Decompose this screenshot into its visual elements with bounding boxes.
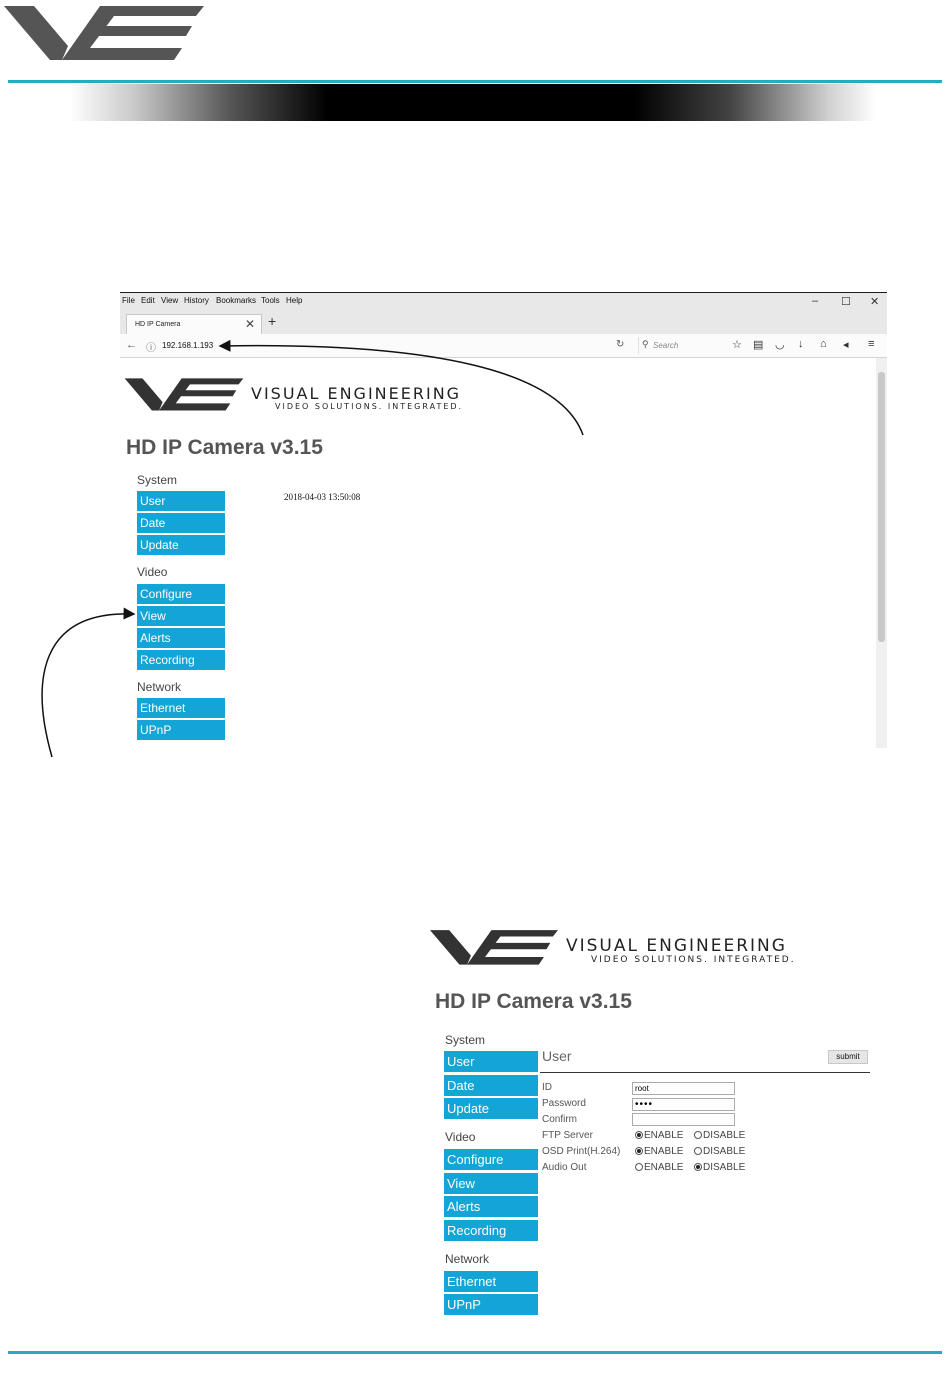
- radio-empty-icon: [635, 1163, 643, 1171]
- reload-icon[interactable]: ↻: [616, 339, 625, 350]
- footer-divider: [8, 1351, 942, 1354]
- nav-user[interactable]: User: [137, 491, 225, 512]
- tab-title: HD IP Camera: [135, 321, 181, 328]
- nav-section-system-2: System: [445, 1033, 486, 1047]
- radio-selected-icon: [635, 1131, 643, 1139]
- radio-label: DISABLE: [703, 1146, 746, 1157]
- nav-date[interactable]: Date: [137, 513, 225, 534]
- nav-section-system: System: [137, 473, 178, 487]
- page-title-2: HD IP Camera v3.15: [435, 990, 632, 1013]
- confirm-input[interactable]: [632, 1113, 735, 1126]
- id-label: ID: [542, 1082, 552, 1093]
- menu-help[interactable]: Help: [286, 296, 303, 305]
- nav-alerts[interactable]: Alerts: [137, 628, 225, 649]
- nav-view[interactable]: View: [137, 606, 225, 627]
- submit-button[interactable]: submit: [828, 1050, 868, 1064]
- header-gradient-bar: [70, 84, 876, 121]
- radio-label: ENABLE: [644, 1146, 684, 1157]
- ve-logo: [4, 2, 204, 66]
- ftp-enable-radio[interactable]: [635, 1130, 683, 1141]
- nav-section-network: Network: [137, 680, 182, 694]
- maximize-button[interactable]: ☐: [841, 296, 851, 308]
- radio-label: DISABLE: [703, 1130, 746, 1141]
- nav-section-video: Video: [137, 565, 168, 579]
- address-bar[interactable]: 192.168.1.193: [162, 341, 214, 350]
- nav-configure-2[interactable]: Configure: [444, 1149, 538, 1171]
- menu-edit[interactable]: Edit: [141, 296, 155, 305]
- bookmark-star-icon[interactable]: ☆: [732, 339, 742, 351]
- id-input[interactable]: root: [632, 1082, 735, 1095]
- camera-timestamp: 2018-04-03 13:50:08: [284, 492, 361, 502]
- radio-label: ENABLE: [644, 1130, 684, 1141]
- page-title: HD IP Camera v3.15: [126, 436, 323, 459]
- search-box[interactable]: [638, 337, 728, 354]
- password-input[interactable]: ••••: [632, 1098, 735, 1111]
- nav-ethernet-2[interactable]: Ethernet: [444, 1271, 538, 1293]
- browser-scrollbar[interactable]: [876, 358, 887, 748]
- ve-logo-medium: [430, 927, 558, 969]
- nav-section-network-2: Network: [445, 1252, 490, 1266]
- radio-selected-icon: [694, 1163, 702, 1171]
- nav-date-2[interactable]: Date: [444, 1075, 538, 1097]
- audio-out-label: Audio Out: [542, 1162, 587, 1173]
- menu-file[interactable]: File: [122, 296, 135, 305]
- ftp-server-label: FTP Server: [542, 1130, 593, 1141]
- osd-enable-radio[interactable]: [635, 1146, 683, 1157]
- nav-upnp[interactable]: UPnP: [137, 720, 225, 741]
- menu-view[interactable]: View: [161, 296, 179, 305]
- info-icon[interactable]: ⓘ: [146, 343, 156, 354]
- radio-empty-icon: [694, 1147, 702, 1155]
- header-divider: [8, 80, 942, 83]
- nav-ethernet[interactable]: Ethernet: [137, 698, 225, 719]
- confirm-label: Confirm: [542, 1114, 578, 1125]
- tab-close-icon[interactable]: ✕: [244, 317, 255, 331]
- osd-print-label: OSD Print(H.264): [542, 1146, 621, 1157]
- new-tab-button[interactable]: +: [268, 313, 277, 329]
- radio-label: DISABLE: [703, 1162, 746, 1173]
- send-icon[interactable]: ◂: [843, 339, 849, 351]
- nav-configure[interactable]: Configure: [137, 584, 225, 605]
- back-icon[interactable]: ←: [126, 339, 137, 351]
- nav-section-video-2: Video: [445, 1130, 476, 1144]
- nav-update[interactable]: Update: [137, 535, 225, 556]
- audio-disable-radio[interactable]: [694, 1162, 745, 1173]
- hamburger-menu-icon[interactable]: ≡: [868, 338, 875, 350]
- reading-list-icon[interactable]: ▤: [753, 339, 764, 351]
- search-icon: ⚲: [642, 339, 649, 349]
- menu-history[interactable]: History: [184, 296, 209, 305]
- radio-selected-icon: [635, 1147, 643, 1155]
- brand-tagline-2: VIDEO SOLUTIONS. INTEGRATED.: [591, 955, 796, 965]
- browser-tab[interactable]: [126, 314, 262, 334]
- ve-logo-small: [124, 376, 244, 414]
- nav-recording-2[interactable]: Recording: [444, 1220, 538, 1242]
- brand-name-2: VISUAL ENGINEERING: [566, 936, 787, 956]
- browser-menu-bar: [120, 292, 887, 312]
- menu-tools[interactable]: Tools: [261, 296, 280, 305]
- browser-nav-bar: [120, 334, 887, 358]
- scrollbar-thumb[interactable]: [878, 372, 885, 642]
- brand-name: VISUAL ENGINEERING: [251, 384, 462, 403]
- nav-update-2[interactable]: Update: [444, 1098, 538, 1120]
- audio-enable-radio[interactable]: [635, 1162, 683, 1173]
- osd-disable-radio[interactable]: [694, 1146, 745, 1157]
- browser-tab-bar: [120, 312, 887, 334]
- password-label: Password: [542, 1098, 586, 1109]
- browser-window: [120, 292, 887, 748]
- close-window-button[interactable]: ✕: [870, 296, 880, 308]
- user-section-heading: User: [542, 1048, 572, 1064]
- form-divider: [540, 1072, 870, 1073]
- nav-upnp-2[interactable]: UPnP: [444, 1294, 538, 1316]
- radio-label: ENABLE: [644, 1162, 684, 1173]
- download-icon[interactable]: ↓: [798, 338, 804, 350]
- minimize-button[interactable]: –: [812, 295, 819, 307]
- search-placeholder: Search: [653, 341, 679, 350]
- brand-tagline: VIDEO SOLUTIONS. INTEGRATED.: [275, 402, 464, 411]
- ftp-disable-radio[interactable]: [694, 1130, 745, 1141]
- home-icon[interactable]: ⌂: [820, 338, 827, 350]
- pocket-icon[interactable]: ◡: [775, 339, 785, 351]
- radio-empty-icon: [694, 1131, 702, 1139]
- nav-view-2[interactable]: View: [444, 1173, 538, 1195]
- nav-recording[interactable]: Recording: [137, 650, 225, 671]
- nav-user-2[interactable]: User: [444, 1051, 538, 1073]
- nav-alerts-2[interactable]: Alerts: [444, 1196, 538, 1218]
- menu-bookmarks[interactable]: Bookmarks: [216, 296, 257, 305]
